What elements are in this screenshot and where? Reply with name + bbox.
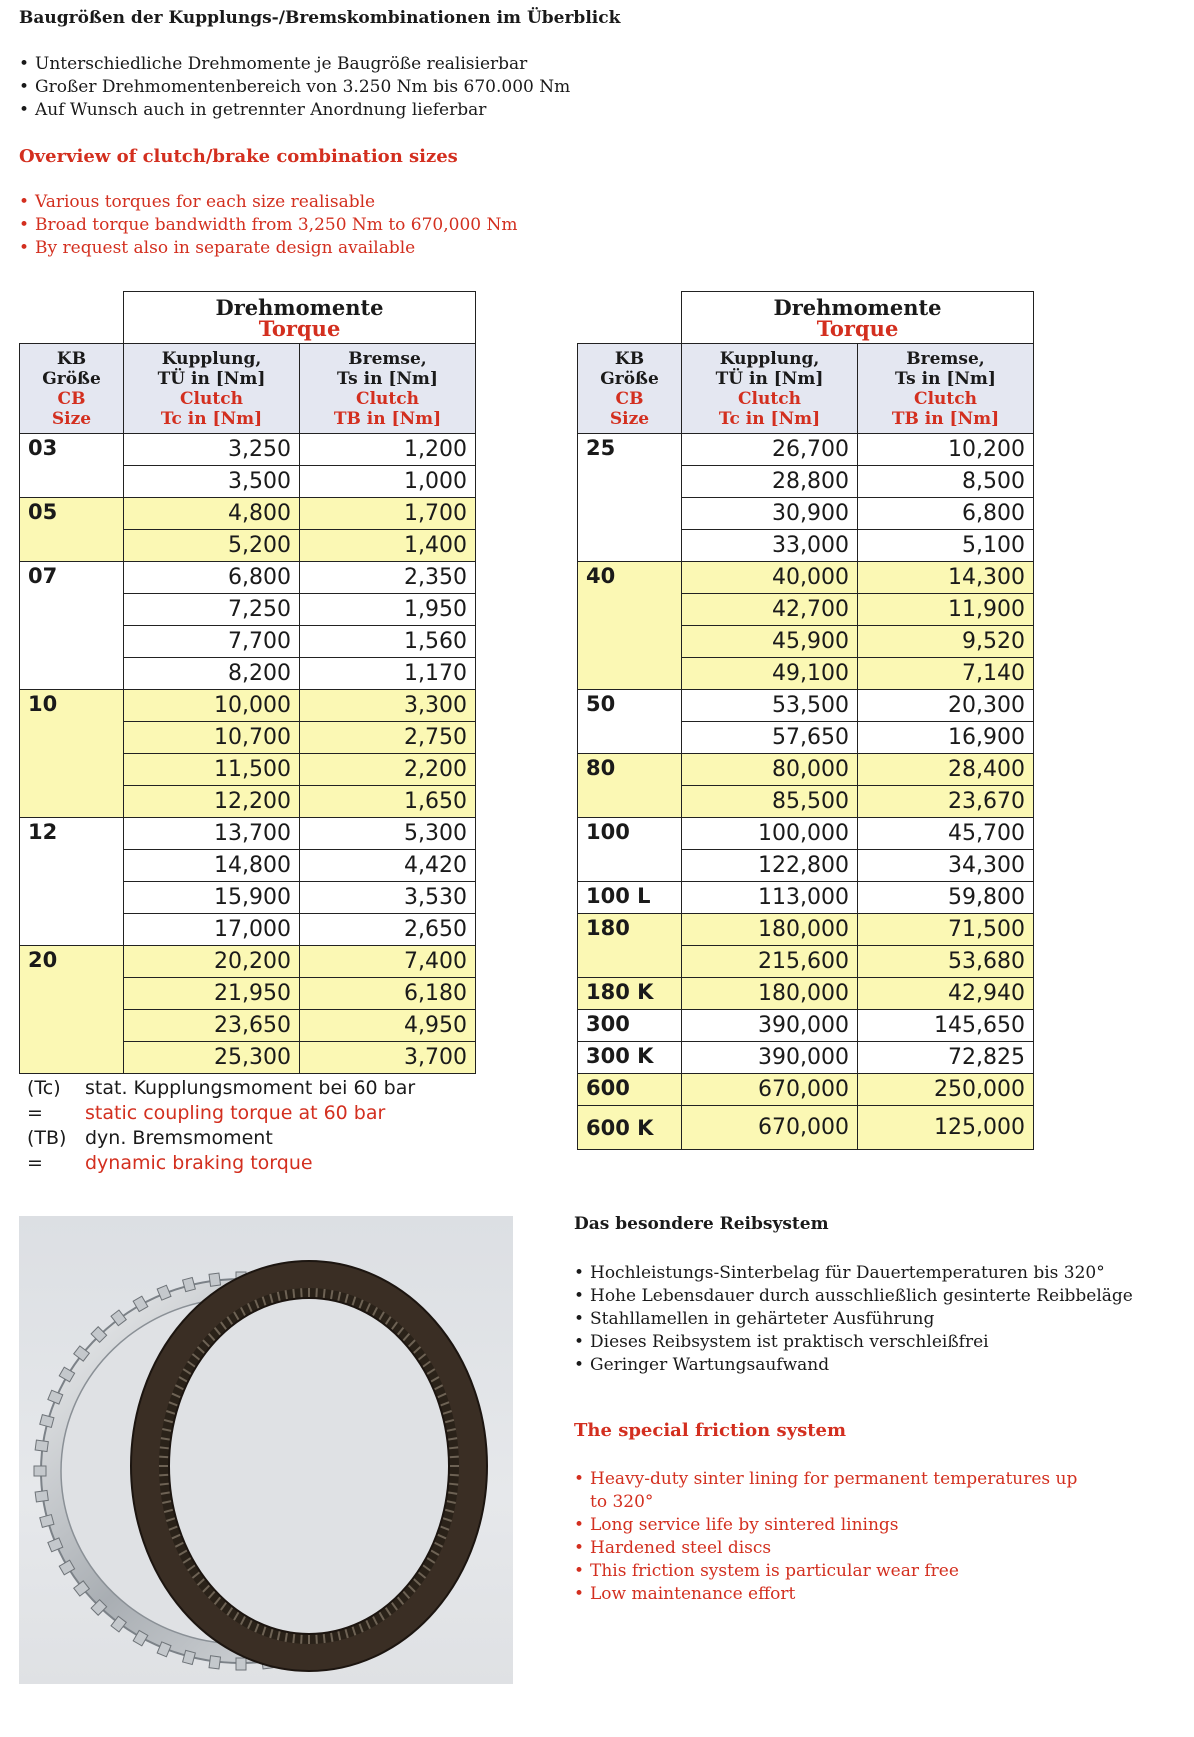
brake-torque-cell: 6,180: [300, 978, 476, 1010]
list-item: • Various torques for each size realisable: [19, 191, 639, 214]
inner-spline: [301, 1288, 302, 1298]
brake-torque-cell: 7,400: [300, 946, 476, 978]
list-item: • Hohe Lebensdauer durch ausschließlich gesinterte Reibbeläge: [574, 1285, 1134, 1308]
brake-torque-cell: 8,500: [858, 466, 1034, 498]
inner-spline: [293, 1633, 294, 1643]
col-header-text: Kupplung,: [161, 348, 262, 369]
col-header-text: KB: [56, 348, 87, 369]
list-item: • Low maintenance effort: [574, 1583, 1094, 1606]
brake-torque-cell: 1,700: [300, 498, 476, 530]
torque-table-right: [577, 291, 1034, 1150]
col-header-text: Tc in [Nm]: [160, 408, 263, 429]
clutch-torque-cell: 23,650: [124, 1010, 300, 1042]
gear-tooth: [209, 1656, 220, 1669]
brake-torque-cell: 1,560: [300, 626, 476, 658]
clutch-torque-cell: 15,900: [124, 882, 300, 914]
torque-group-header: [124, 292, 476, 344]
brake-torque-cell: 1,950: [300, 594, 476, 626]
col-header-text: Size: [51, 408, 92, 429]
table-row: [20, 562, 476, 594]
inner-spline: [449, 1475, 459, 1476]
brake-torque-cell: 1,650: [300, 786, 476, 818]
list-item: • Großer Drehmomentenbereich von 3.250 Nm bis 670.000 Nm: [19, 76, 639, 99]
clutch-torque-cell: 113,000: [682, 882, 858, 914]
tb-description-en: dynamic braking torque: [85, 1152, 313, 1174]
clutch-torque-cell: 40,000: [682, 562, 858, 594]
inner-spline: [316, 1634, 317, 1644]
brake-torque-cell: 125,000: [858, 1106, 1034, 1150]
clutch-torque-cell: 28,800: [682, 466, 858, 498]
tc-description-de: stat. Kupplungsmoment bei 60 bar: [85, 1077, 416, 1099]
inner-spline: [301, 1634, 302, 1644]
inner-spline: [324, 1633, 325, 1643]
clutch-torque-cell: 180,000: [682, 978, 858, 1010]
friction-bullets-de: [574, 1262, 1134, 1377]
brake-torque-cell: 5,300: [300, 818, 476, 850]
tb-symbol: (TB) =: [27, 1127, 67, 1174]
table-row: [578, 434, 1034, 466]
table-body: [20, 434, 476, 1074]
brake-torque-cell: 1,170: [300, 658, 476, 690]
col-header-text: Ts in [Nm]: [895, 368, 996, 389]
brake-torque-cell: 4,420: [300, 850, 476, 882]
list-item: • Stahllamellen in gehärteter Ausführung: [574, 1308, 1134, 1331]
gear-tooth: [35, 1490, 48, 1501]
clutch-torque-cell: 3,250: [124, 434, 300, 466]
friction-bullets-en: [574, 1468, 1094, 1606]
clutch-torque-cell: 20,200: [124, 946, 300, 978]
brake-torque-cell: 2,200: [300, 754, 476, 786]
clutch-torque-cell: 8,200: [124, 658, 300, 690]
table-row: [20, 434, 476, 466]
brake-torque-cell: 28,400: [858, 754, 1034, 786]
table-row: [578, 978, 1034, 1010]
clutch-torque-cell: 26,700: [682, 434, 858, 466]
table-row: [578, 1106, 1034, 1150]
table-row: [578, 754, 1034, 786]
brake-torque-cell: 2,350: [300, 562, 476, 594]
list-item: • Geringer Wartungsaufwand: [574, 1354, 1134, 1377]
clutch-torque-cell: 4,800: [124, 498, 300, 530]
list-item: • Hardened steel discs: [574, 1537, 1094, 1560]
brake-torque-cell: 45,700: [858, 818, 1034, 850]
size-cell: 05: [20, 498, 124, 562]
size-cell: 07: [20, 562, 124, 690]
clutch-torque-cell: 6,800: [124, 562, 300, 594]
col-header-text: CB: [615, 388, 644, 409]
gear-tooth: [209, 1273, 220, 1286]
brake-torque-cell: 250,000: [858, 1074, 1034, 1106]
col-header-text: KB: [614, 348, 645, 369]
col-header-text: Size: [609, 408, 650, 429]
brake-torque-cell: 42,940: [858, 978, 1034, 1010]
table-row: [20, 498, 476, 530]
brake-torque-cell: 11,900: [858, 594, 1034, 626]
gear-tooth: [34, 1466, 46, 1476]
brake-torque-cell: 71,500: [858, 914, 1034, 946]
brake-torque-cell: 1,000: [300, 466, 476, 498]
list-item: • Hochleistungs-Sinterbelag für Dauertemperaturen bis 320°: [574, 1262, 1134, 1285]
brake-torque-cell: 3,700: [300, 1042, 476, 1074]
table-row: [20, 690, 476, 722]
brake-torque-cell: 6,800: [858, 498, 1034, 530]
clutch-torque-cell: 5,200: [124, 530, 300, 562]
clutch-torque-cell: 10,000: [124, 690, 300, 722]
brake-torque-cell: 10,200: [858, 434, 1034, 466]
list-item: • By request also in separate design available: [19, 237, 639, 260]
clutch-torque-cell: 13,700: [124, 818, 300, 850]
size-cell: 03: [20, 434, 124, 498]
clutch-torque-cell: 85,500: [682, 786, 858, 818]
size-cell: 20: [20, 946, 124, 1074]
clutch-torque-cell: 390,000: [682, 1010, 858, 1042]
clutch-torque-cell: 670,000: [682, 1074, 858, 1106]
brake-torque-cell: 1,400: [300, 530, 476, 562]
brake-torque-cell: 59,800: [858, 882, 1034, 914]
table-row: [20, 818, 476, 850]
brake-torque-cell: 2,750: [300, 722, 476, 754]
inner-spline: [324, 1289, 325, 1299]
table-row: [578, 882, 1034, 914]
list-item: • Broad torque bandwidth from 3,250 Nm to 670,000 Nm: [19, 214, 639, 237]
col-header-size: [578, 344, 682, 434]
table-body: [578, 434, 1034, 1150]
clutch-torque-cell: 42,700: [682, 594, 858, 626]
clutch-torque-cell: 122,800: [682, 850, 858, 882]
col-header-text: TB in [Nm]: [891, 408, 1000, 429]
clutch-torque-cell: 80,000: [682, 754, 858, 786]
size-cell: 180 K: [578, 978, 682, 1010]
size-cell: 80: [578, 754, 682, 818]
size-cell: 12: [20, 818, 124, 946]
tb-description-de: dyn. Bremsmoment: [85, 1127, 273, 1149]
brake-torque-cell: 1,200: [300, 434, 476, 466]
col-header-text: Bremse,: [906, 348, 985, 369]
size-cell: 300 K: [578, 1042, 682, 1074]
col-header-text: Bremse,: [348, 348, 427, 369]
table-row: [578, 914, 1034, 946]
inner-spline: [448, 1484, 458, 1485]
brake-torque-cell: 3,530: [300, 882, 476, 914]
col-header-text: Clutch: [738, 388, 801, 409]
list-item: • This friction system is particular wear free: [574, 1560, 1094, 1583]
drehmomente-label: Drehmomente: [215, 294, 384, 320]
inner-spline: [448, 1447, 458, 1448]
heading-de: Baugrößen der Kupplungs-/Bremskombinationen im Überblick: [19, 8, 621, 28]
drehmomente-label: Drehmomente: [773, 294, 942, 320]
col-header-brake: [300, 344, 476, 434]
inner-spline: [159, 1457, 169, 1458]
clutch-torque-cell: 49,100: [682, 658, 858, 690]
inner-spline: [160, 1447, 170, 1448]
clutch-torque-cell: 12,200: [124, 786, 300, 818]
gear-tooth: [35, 1440, 48, 1451]
col-header-clutch: [682, 344, 858, 434]
clutch-torque-cell: 7,250: [124, 594, 300, 626]
col-header-clutch: [124, 344, 300, 434]
brake-torque-cell: 14,300: [858, 562, 1034, 594]
list-item: • Auf Wunsch auch in getrennter Anordnung lieferbar: [19, 99, 639, 122]
clutch-torque-cell: 215,600: [682, 946, 858, 978]
table-row: [578, 562, 1034, 594]
brake-torque-cell: 72,825: [858, 1042, 1034, 1074]
brake-torque-cell: 16,900: [858, 722, 1034, 754]
list-item: • Unterschiedliche Drehmomente je Baugröße realisierbar: [19, 53, 639, 76]
col-header-text: Clutch: [356, 388, 419, 409]
friction-heading-de: Das besondere Reibsystem: [574, 1214, 829, 1234]
clutch-torque-cell: 670,000: [682, 1106, 858, 1150]
tc-symbol: (Tc) =: [27, 1077, 61, 1124]
col-header-text: Clutch: [180, 388, 243, 409]
size-cell: 600: [578, 1074, 682, 1106]
size-cell: 100: [578, 818, 682, 882]
torque-label: Torque: [816, 315, 899, 341]
brake-torque-cell: 9,520: [858, 626, 1034, 658]
clutch-torque-cell: 45,900: [682, 626, 858, 658]
table-row: [578, 1010, 1034, 1042]
size-cell: 180: [578, 914, 682, 978]
gear-tooth: [236, 1658, 246, 1670]
clutch-torque-cell: 180,000: [682, 914, 858, 946]
friction-disc-illustration: [19, 1216, 513, 1684]
clutch-torque-cell: 390,000: [682, 1042, 858, 1074]
clutch-torque-cell: 14,800: [124, 850, 300, 882]
friction-heading-en: The special friction system: [574, 1420, 847, 1441]
clutch-torque-cell: 10,700: [124, 722, 300, 754]
table-row: [578, 1042, 1034, 1074]
brake-torque-cell: 34,300: [858, 850, 1034, 882]
list-item: • Long service life by sintered linings: [574, 1514, 1094, 1537]
inner-spline: [293, 1289, 294, 1299]
inner-spline: [159, 1475, 169, 1476]
friction-disc-photo: [19, 1216, 513, 1684]
brake-torque-cell: 23,670: [858, 786, 1034, 818]
inner-spline: [160, 1484, 170, 1485]
list-item: • Heavy-duty sinter lining for permanent temperatures up to 320°: [574, 1468, 1094, 1514]
tc-description-en: static coupling torque at 60 bar: [85, 1102, 386, 1124]
table-row: [578, 818, 1034, 850]
clutch-torque-cell: 33,000: [682, 530, 858, 562]
size-cell: 50: [578, 690, 682, 754]
table-row: [20, 946, 476, 978]
bullet-list-de: [19, 53, 639, 122]
torque-group-header: [682, 292, 1034, 344]
col-header-brake: [858, 344, 1034, 434]
col-header-text: Ts in [Nm]: [337, 368, 438, 389]
list-item: • Dieses Reibsystem ist praktisch verschleißfrei: [574, 1331, 1134, 1354]
size-cell: 300: [578, 1010, 682, 1042]
brake-torque-cell: 2,650: [300, 914, 476, 946]
col-header-text: TÜ in [Nm]: [157, 368, 266, 389]
col-header-text: TÜ in [Nm]: [715, 368, 824, 389]
col-header-text: Clutch: [914, 388, 977, 409]
col-header-text: TB in [Nm]: [333, 408, 442, 429]
clutch-torque-cell: 30,900: [682, 498, 858, 530]
size-cell: 600 K: [578, 1106, 682, 1150]
size-cell: 25: [578, 434, 682, 562]
bullet-list-en: [19, 191, 639, 260]
inner-spline: [449, 1457, 459, 1458]
heading-en: Overview of clutch/brake combination sizes: [19, 146, 458, 167]
brake-torque-cell: 4,950: [300, 1010, 476, 1042]
clutch-torque-cell: 3,500: [124, 466, 300, 498]
brake-torque-cell: 53,680: [858, 946, 1034, 978]
size-cell: 40: [578, 562, 682, 690]
col-header-text: Größe: [600, 368, 659, 389]
clutch-torque-cell: 25,300: [124, 1042, 300, 1074]
clutch-torque-cell: 11,500: [124, 754, 300, 786]
brake-torque-cell: 145,650: [858, 1010, 1034, 1042]
clutch-torque-cell: 57,650: [682, 722, 858, 754]
col-header-size: [20, 344, 124, 434]
col-header-text: Kupplung,: [719, 348, 820, 369]
table-row: [578, 1074, 1034, 1106]
brake-torque-cell: 20,300: [858, 690, 1034, 722]
clutch-torque-cell: 7,700: [124, 626, 300, 658]
col-header-text: Tc in [Nm]: [718, 408, 821, 429]
torque-table-left: [19, 291, 476, 1074]
brake-torque-cell: 3,300: [300, 690, 476, 722]
clutch-torque-cell: 53,500: [682, 690, 858, 722]
size-cell: 10: [20, 690, 124, 818]
clutch-torque-cell: 100,000: [682, 818, 858, 850]
inner-spline: [316, 1288, 317, 1298]
col-header-text: CB: [57, 388, 86, 409]
torque-label: Torque: [258, 315, 341, 341]
brake-torque-cell: 7,140: [858, 658, 1034, 690]
table-row: [578, 690, 1034, 722]
size-cell: 100 L: [578, 882, 682, 914]
brake-torque-cell: 5,100: [858, 530, 1034, 562]
clutch-torque-cell: 17,000: [124, 914, 300, 946]
col-header-text: Größe: [42, 368, 101, 389]
clutch-torque-cell: 21,950: [124, 978, 300, 1010]
